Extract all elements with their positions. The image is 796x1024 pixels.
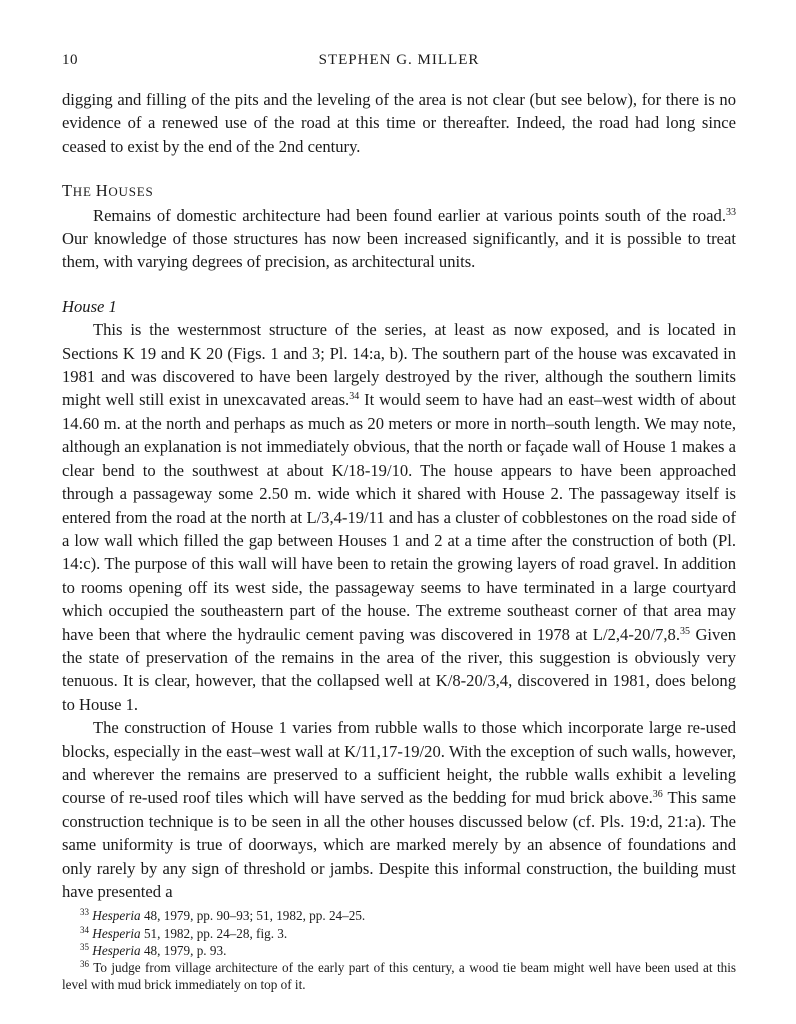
heading-small-caps-1: HE [72,184,96,200]
intro-paragraph [62,88,736,158]
houses-paragraph [62,204,736,274]
heading-small-caps-2: OUSES [108,184,154,200]
house1-paragraph-2 [62,716,736,903]
footnote-number: 33 [80,907,89,918]
body-text [62,88,736,903]
house1-p1-text-c: Given the state of preservation of the remains in the area of the river, this suggestion is obviously very tenuous. It is clear, however, that the collapsed well at K/8-20/3,4, discovered in 1981, does belong to House 1. [62,624,737,714]
footnote-journal: Hesperia [92,942,141,958]
footnote-journal: Hesperia [92,925,141,941]
footnote-ref-33[interactable]: 33 [726,206,736,218]
house1-p2-text-a: The construction of House 1 varies from rubble walls to those which incorporate large re-used blocks, especially in the east–west wall at K/11,17-19/20. With the exception of such walls, however, and wherever the remains are preserved to a sufficient height, the rubble walls exhibit a leveling course of re-used roof tiles which will have served as the bedding for mud brick above. [62,718,736,808]
footnote-number: 35 [80,941,89,952]
house1-paragraph-1 [62,318,736,716]
footnote-ref-35[interactable]: 35 [679,625,690,637]
footnote-36 [62,959,736,993]
footnote-ref-34[interactable]: 34 [349,391,360,403]
footnote-text: To judge from village architecture of the early part of this century, a wood tie beam might well have been used at this level with mud brick immediately on top of it. [62,960,736,993]
section-heading-houses [62,179,736,203]
house1-p2-text-b: This same construction technique is to be seen in all the other houses discussed below (cf. Pls. 19:d, 21:a). The same uniformity is true of doorways, which are marked merely by an absence of foundations and only rarely by any sign of threshold or jambs. Despite this informal construction, the building must have presented a [62,788,736,901]
page-number: 10 [62,52,78,68]
footnote-33 [62,907,736,924]
heading-letter-h: H [95,181,109,201]
running-head-author: STEPHEN G. MILLER [318,52,480,68]
house1-p1-text-a: This is the westernmost structure of the series, at least as now exposed, and is located in Sections K 19 and K 20 (Figs. 1 and 3; Pl. 14:a, b). The southern part of the house was excavated in 1981 and was discovered to have been largely destroyed by the river, although the southern limits might well still exist in unexcavated areas. [62,320,736,410]
intro-paragraph-text: digging and filling of the pits and the leveling of the area is not clear (but see below), for there is no evidence of a renewed use of the road at this time or thereafter. Indeed, the road had long since ceased to exist by the end of the 2nd century. [62,90,736,156]
houses-paragraph-text-a: Remains of domestic architecture had been found earlier at various points south of the road. [93,205,726,225]
houses-paragraph-text-b: Our knowledge of those structures has now been increased significantly, and it is possible to treat them, with varying degrees of precision, as architectural units. [62,229,736,272]
footnote-text: 48, 1979, pp. 90–93; 51, 1982, pp. 24–25. [140,908,366,924]
subheading-house-1: House 1 [62,296,117,316]
footnote-text: 48, 1979, p. 93. [140,942,227,958]
house1-p1-text-b: It would seem to have had an east–west width of about 14.60 m. at the north and perhaps as much as 20 meters or more in north–south length. We may note, although an explanation is not immediately obvious, that the north or façade wall of House 1 makes a clear bend to the southwest at about K/18-19/10. The house appears to have been approached through a passageway some 2.50 m. wide which it shared with House 2. The passageway itself is entered from the road at the north at L/3,4-19/11 and has a cluster of cobblestones on the road side of a low wall which filled the gap between Houses 1 and 2 at a time after the construction of both (Pl. 14:c). The purpose of this wall will have been to retain the growing layers of road gravel. In addition to rooms opening off its west side, the passageway seems to have terminated in a large courtyard which occupied the southeastern part of the house. The extreme southeast corner of that area may have been that where the hydraulic cement paving was discovered in 1978 at L/2,4-20/7,8. [62,390,736,644]
footnote-text: 51, 1982, pp. 24–28, fig. 3. [140,925,288,941]
footnote-35 [62,942,736,959]
footnote-number: 36 [80,959,89,970]
footnote-journal: Hesperia [92,908,141,924]
footnote-ref-36[interactable]: 36 [652,789,663,801]
footnote-34 [62,925,736,942]
page [62,52,736,993]
footnote-number: 34 [80,924,89,935]
running-head [62,52,736,76]
footnotes [62,907,736,993]
heading-letter-t: T [62,181,73,201]
